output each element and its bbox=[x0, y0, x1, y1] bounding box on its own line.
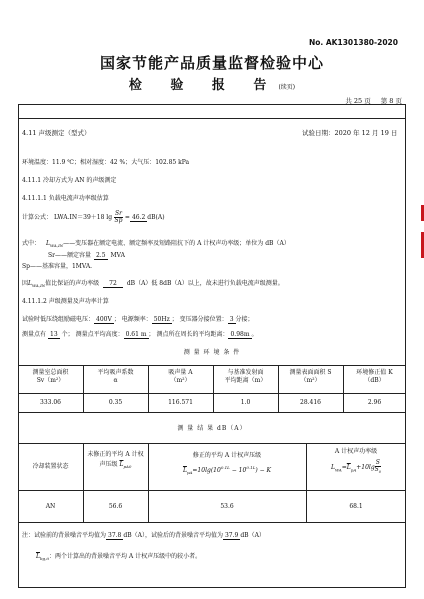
env-value-surface: 28.416 bbox=[300, 399, 321, 406]
symbol-l: L bbox=[28, 280, 32, 287]
result-header-word: 声压级 bbox=[99, 461, 118, 468]
formula-part: +10lg bbox=[356, 464, 375, 472]
formula-part: ) − K bbox=[255, 467, 272, 474]
env-value-distance: 1.0 bbox=[240, 399, 251, 406]
note-text: dB（A） bbox=[240, 532, 265, 539]
distance-suffix: 。 bbox=[251, 331, 258, 338]
note-text: dB（A），试验后的背景噪音平均值为 bbox=[123, 532, 223, 539]
report-subtitle-text: 检 验 报 告 bbox=[128, 78, 279, 93]
env-header-line1: 测量室总面积 bbox=[32, 369, 69, 376]
average-height: 0.61 m bbox=[125, 331, 147, 338]
env-header-absorption bbox=[83, 369, 148, 385]
sound-measure-heading: 4.11.1.2 声级测量及声功率计算 bbox=[22, 298, 109, 305]
supply-frequency: 50Hz bbox=[153, 316, 170, 323]
symbol-subscript: pA0 bbox=[123, 464, 132, 470]
formula-denominator bbox=[375, 467, 381, 475]
tap-label: ； 变压器分接位置： bbox=[171, 316, 228, 323]
definition-lwa bbox=[22, 240, 290, 250]
definition-sp: Sp——基准容量，1MVA. bbox=[22, 263, 93, 270]
formula-prefix: 计算公式： bbox=[22, 214, 53, 221]
definition-prefix: 式中： bbox=[22, 240, 41, 247]
background-after: 37.9 bbox=[224, 532, 239, 539]
result-header-state: 冷却装置状态 bbox=[32, 463, 69, 470]
section-heading: 4.11 声级测定（型式） bbox=[22, 129, 91, 137]
test-conditions-line-1 bbox=[22, 316, 254, 324]
env-header-absorption-amount bbox=[148, 369, 213, 385]
env-header-surface bbox=[278, 369, 343, 385]
symbol-l: $\overline{L}$ bbox=[119, 461, 124, 468]
symbol-subscript: bg,ii bbox=[39, 556, 49, 562]
formula-denominator: Sp bbox=[114, 217, 123, 224]
excitation-label: 试验时低压绕组励磁电压： bbox=[22, 316, 95, 323]
result-value-uncorrected: 56.6 bbox=[108, 503, 123, 510]
cause-prefix: 因 bbox=[22, 280, 29, 287]
measurement-points: 13 bbox=[50, 331, 58, 338]
result-table-caption: 测 量 结 果 dB（A） bbox=[177, 425, 247, 432]
formula-unit: dB(A) bbox=[147, 214, 165, 221]
symbol-l: L bbox=[46, 240, 50, 247]
note-background-noise bbox=[22, 532, 265, 540]
load-noise-heading: 4.11.1.1 负载电流声功率级估算 bbox=[22, 195, 109, 202]
tap-suffix: 分接； bbox=[235, 316, 254, 323]
result-header-line1: 修正的平均 A 计权声压级 bbox=[192, 452, 262, 459]
divider bbox=[18, 522, 406, 523]
formula-numerator: Sr bbox=[115, 210, 122, 217]
formula-subscript: pA bbox=[350, 467, 357, 473]
divider bbox=[18, 118, 406, 119]
env-header-line1: 测量表面面积 S bbox=[289, 369, 332, 376]
formula-fraction bbox=[375, 460, 381, 475]
note-background-definition bbox=[36, 553, 201, 563]
env-header-line2: α bbox=[113, 377, 118, 384]
result-value-corrected: 53.6 bbox=[220, 503, 234, 510]
rated-capacity: 2.5 bbox=[95, 252, 106, 259]
result-header-line1: A 计权声功率级 bbox=[334, 448, 378, 455]
result-header-line2 bbox=[83, 460, 148, 472]
distance-label: ； 测点所在周长的平均距离： bbox=[148, 331, 229, 338]
result-header-line1: 未修正的平均 A 计权 bbox=[87, 451, 144, 458]
env-header-line2: （m²） bbox=[300, 377, 321, 384]
formula-numerator: S bbox=[375, 459, 380, 466]
env-value-area: 333.06 bbox=[40, 399, 61, 406]
formula-subscript: WA bbox=[334, 467, 342, 473]
env-header-distance bbox=[213, 369, 278, 385]
formula-lhs: LWA.IN＝39＋18 lg bbox=[53, 214, 113, 221]
env-header-line2: （m²） bbox=[170, 377, 191, 384]
env-header-line2: （dB） bbox=[364, 377, 385, 384]
divider bbox=[18, 393, 406, 394]
background-before: 37.8 bbox=[108, 532, 122, 539]
result-value-power: 68.1 bbox=[349, 503, 363, 510]
definition-text: ——变压器在额定电流、额定频率及短路阻抗下的 A 计权声功率级；单位为 dB（A） bbox=[63, 240, 290, 247]
symbol-subscript: WA,IN bbox=[32, 283, 46, 289]
result-row-state: AN bbox=[45, 503, 56, 510]
cause-text: 值比保证的声功率级 bbox=[45, 280, 100, 287]
cooling-method-heading: 4.11.1 冷却方式为 AN 的声级测定 bbox=[22, 177, 117, 184]
env-header-area bbox=[18, 369, 83, 385]
note-text: 注：试验前的背景噪音平均值为 bbox=[22, 532, 107, 539]
corrected-formula bbox=[148, 462, 306, 479]
report-number: No. AK1301380-2020 bbox=[308, 38, 398, 47]
env-header-line2: Sv（m²） bbox=[36, 377, 65, 384]
env-value-absorption: 0.35 bbox=[108, 399, 123, 406]
formula-part: − 10 bbox=[229, 467, 247, 474]
result-header-corrected bbox=[148, 450, 306, 479]
env-value-absorption-amount: 116.571 bbox=[168, 399, 193, 406]
tap-position: 3 bbox=[229, 316, 234, 323]
excitation-voltage: 400V bbox=[96, 316, 112, 323]
formula-den-symbol: S bbox=[374, 466, 379, 473]
page-title: 国家节能产品质量监督检验中心 bbox=[99, 54, 324, 72]
average-distance: 0.98m bbox=[230, 331, 250, 338]
formula-equals: = bbox=[124, 214, 130, 221]
environment-conditions: 环境温度：11.9 ℃；相对湿度：42 %；大气压：102.85 kPa bbox=[22, 159, 190, 166]
env-header-line1: 平均吸声系数 bbox=[97, 369, 134, 376]
load-noise-conclusion bbox=[22, 280, 284, 290]
env-header-line1: 与基准发射面 bbox=[227, 369, 264, 376]
divider bbox=[18, 490, 406, 491]
formula-line bbox=[22, 211, 165, 225]
divider bbox=[18, 365, 406, 366]
formula-part: = bbox=[341, 464, 347, 472]
cause-tail: dB（A）低 8dB（A）以上，故未进行负载电流声级测量。 bbox=[126, 280, 284, 287]
divider bbox=[18, 443, 406, 444]
guaranteed-power-level: 72 bbox=[103, 280, 123, 288]
result-header-power bbox=[306, 447, 406, 475]
formula-symbol: $\overline{L}$ bbox=[346, 464, 351, 472]
continued-label: (续页) bbox=[278, 84, 296, 91]
formula-symbol: L bbox=[330, 464, 335, 472]
env-header-line1: 吸声量 A bbox=[168, 369, 193, 376]
env-header-line2: 平均距离（m） bbox=[224, 377, 267, 384]
formula-den-sub: 0 bbox=[378, 470, 382, 475]
frequency-label: ； 电源频率： bbox=[113, 316, 152, 323]
symbol-subscript: WA,IN bbox=[50, 243, 64, 249]
note-text: ：两个计算出的背景噪音平均 A 计权声压级中的较小者。 bbox=[48, 553, 202, 560]
formula-exponent: 0.1L bbox=[246, 465, 256, 470]
symbol-l: $\overline{L}$ bbox=[36, 553, 40, 560]
height-label: 个； 测量点平均高度： bbox=[61, 331, 124, 338]
formula-symbol: $\overline{L}$ bbox=[182, 467, 187, 474]
points-label: 测量点有 bbox=[22, 331, 47, 338]
result-header-uncorrected bbox=[83, 450, 148, 472]
formula-subscript: pA bbox=[186, 470, 193, 476]
power-formula bbox=[306, 460, 406, 475]
formula-part: =10lg(10 bbox=[192, 467, 221, 474]
definition-sr-label: Sr——额定容量 bbox=[48, 252, 91, 259]
divider bbox=[18, 412, 406, 413]
report-subtitle bbox=[0, 74, 424, 93]
formula-exponent: 0.1L bbox=[220, 465, 230, 470]
rated-capacity-unit: MVA bbox=[110, 252, 125, 259]
test-conditions-line-2 bbox=[22, 331, 258, 339]
env-header-line1: 环境修正值 K bbox=[356, 369, 393, 376]
definition-sr bbox=[48, 252, 125, 260]
env-header-correction bbox=[343, 369, 406, 385]
formula-value: 46.2 bbox=[131, 214, 146, 221]
test-date: 试验日期：2020 年 12 月 19 日 bbox=[302, 129, 398, 137]
env-value-correction: 2.96 bbox=[367, 399, 382, 406]
env-table-caption: 测 量 环 境 条 件 bbox=[183, 349, 241, 356]
formula-fraction bbox=[114, 211, 123, 224]
total-pages: 共 25 页 bbox=[345, 97, 371, 105]
page-number: 第 8 页 bbox=[380, 97, 402, 105]
